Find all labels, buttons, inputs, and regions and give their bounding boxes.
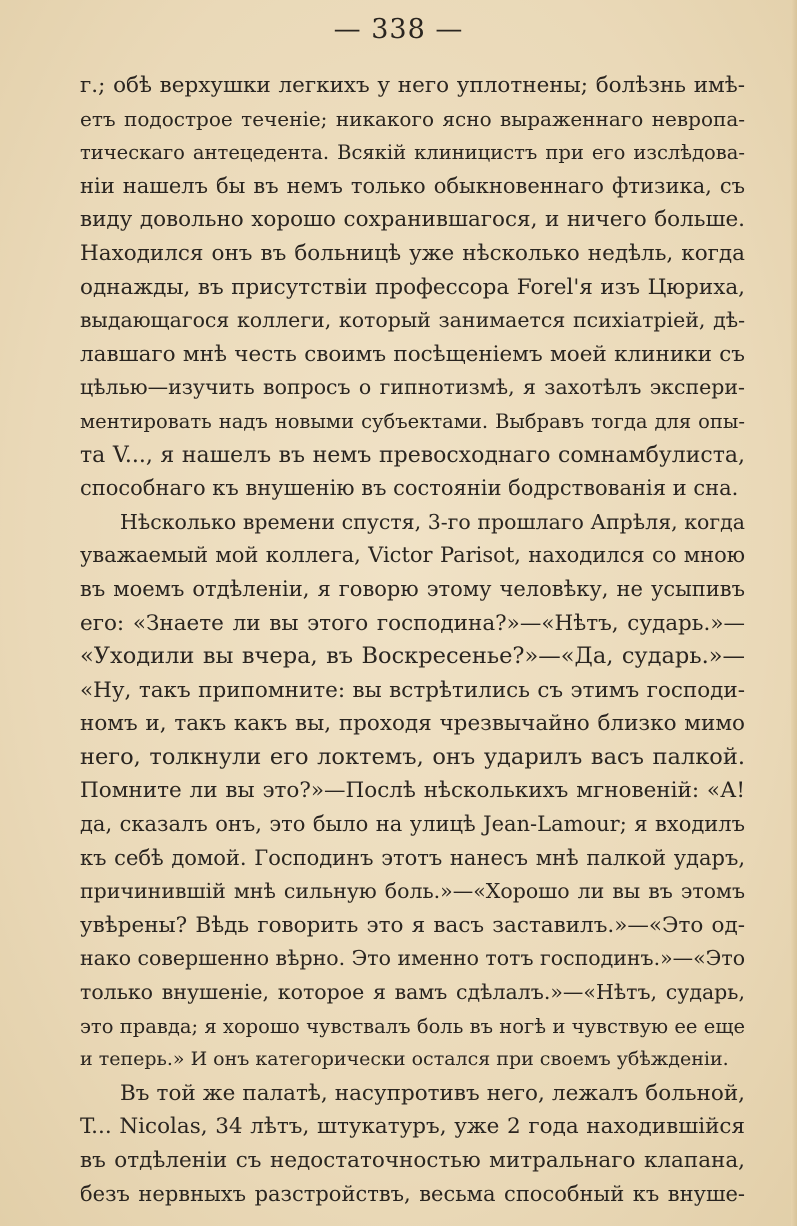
text-line: Находился онъ въ больницѣ уже нѣсколько недѣль, когда [80,240,745,266]
text-line: уважаемый мой коллега, Victor Parisot, находился со мною [80,543,745,568]
text-line: Въ той же палатѣ, насупротивъ него, лежалъ больной, [120,1080,745,1106]
text-line: выдающагося коллеги, который занимается психіатріей, дѣ- [80,308,745,333]
text-line: цѣлью—изучить вопросъ о гипнотизмѣ, я захотѣлъ экспери- [80,375,745,400]
text-line: въ отдѣленіи съ недостаточностью митральнаго клапана, [80,1148,745,1173]
paragraph [80,1077,745,1211]
text-line: въ моемъ отдѣленіи, я говорю этому человѣку, не усыпивъ [80,576,745,601]
text-line: та V..., я нашелъ въ немъ превосходнаго сомнамбулиста, [80,442,745,468]
text-line: ментировать надъ новыми субъектами. Выбравъ тогда для опы- [80,409,745,433]
text-line: «Уходили вы вчера, въ Воскресенье?»—«Да, сударь.»— [80,643,745,670]
text-line: и теперь.» И онъ категорически остался при своемъ убѣжденіи. [80,1048,729,1071]
text-line: увѣрены? Вѣдь говорить это я васъ заставилъ.»—«Это од- [80,912,745,938]
text-line: безъ нервныхъ разстройствъ, весьма способный къ внуше- [80,1181,745,1206]
text-line: Помните ли вы это?»—Послѣ нѣсколькихъ мгновеній: «А! [80,778,745,804]
text-line: «Ну, такъ припомните: вы встрѣтились съ этимъ господи- [80,677,745,703]
text-line: виду довольно хорошо сохранившагося, и ничего больше. [80,207,745,233]
text-line: ніи нашелъ бы въ немъ только обыкновеннаго фтизика, съ [80,173,745,198]
text-line: номъ и, такъ какъ вы, проходя чрезвычайно близко мимо [80,711,745,737]
page-edge [791,0,797,1226]
text-line: его: «Знаете ли вы этого господина?»—«Нѣтъ, сударь.»— [80,610,745,636]
text-line: да, сказалъ онъ, это было на улицѣ Jean-Lamour; я входилъ [80,812,745,837]
page-number: — 338 — [333,14,464,45]
text-line: него, толкнули его локтемъ, онъ ударилъ васъ палкой. [80,743,745,770]
text-line: тическаго антецедента. Всякій клиницистъ при его изслѣдова- [80,141,745,165]
text-line: Нѣсколько времени спустя, 3-го прошлаго Апрѣля, когда [120,509,745,534]
body-text [80,69,745,1211]
text-line: T... Nicolas, 34 лѣтъ, штукатуръ, уже 2 года находившійся [80,1114,745,1140]
text-line: причинившій мнѣ сильную боль.»—«Хорошо ли вы въ этомъ [80,879,745,904]
text-line: это правда; я хорошо чувствалъ боль въ ногѣ и чувствую ее еще [80,1014,745,1038]
paragraph [80,506,745,1077]
text-line: г.; обѣ верхушки легкихъ у него уплотнены; болѣзнь имѣ- [80,73,745,98]
text-line: етъ подострое теченіе; никакого ясно выраженнаго невропа- [80,106,745,131]
text-line: способнаго къ внушенію въ состояніи бодрствованія и сна. [80,476,739,501]
text-line: къ себѣ домой. Господинъ этотъ нанесъ мнѣ палкой ударъ, [80,845,745,870]
text-line: лавшаго мнѣ честь своимъ посѣщеніемъ моей клиники съ [80,341,745,367]
paragraph [80,69,745,506]
text-line: нако совершенно вѣрно. Это именно тотъ господинъ.»—«Это [80,946,746,971]
text-line: однажды, въ присутствіи профессора Forel'я изъ Цюриха, [80,274,745,300]
text-line: только внушеніе, которое я вамъ сдѣлалъ.»—«Нѣтъ, сударь, [80,980,745,1005]
